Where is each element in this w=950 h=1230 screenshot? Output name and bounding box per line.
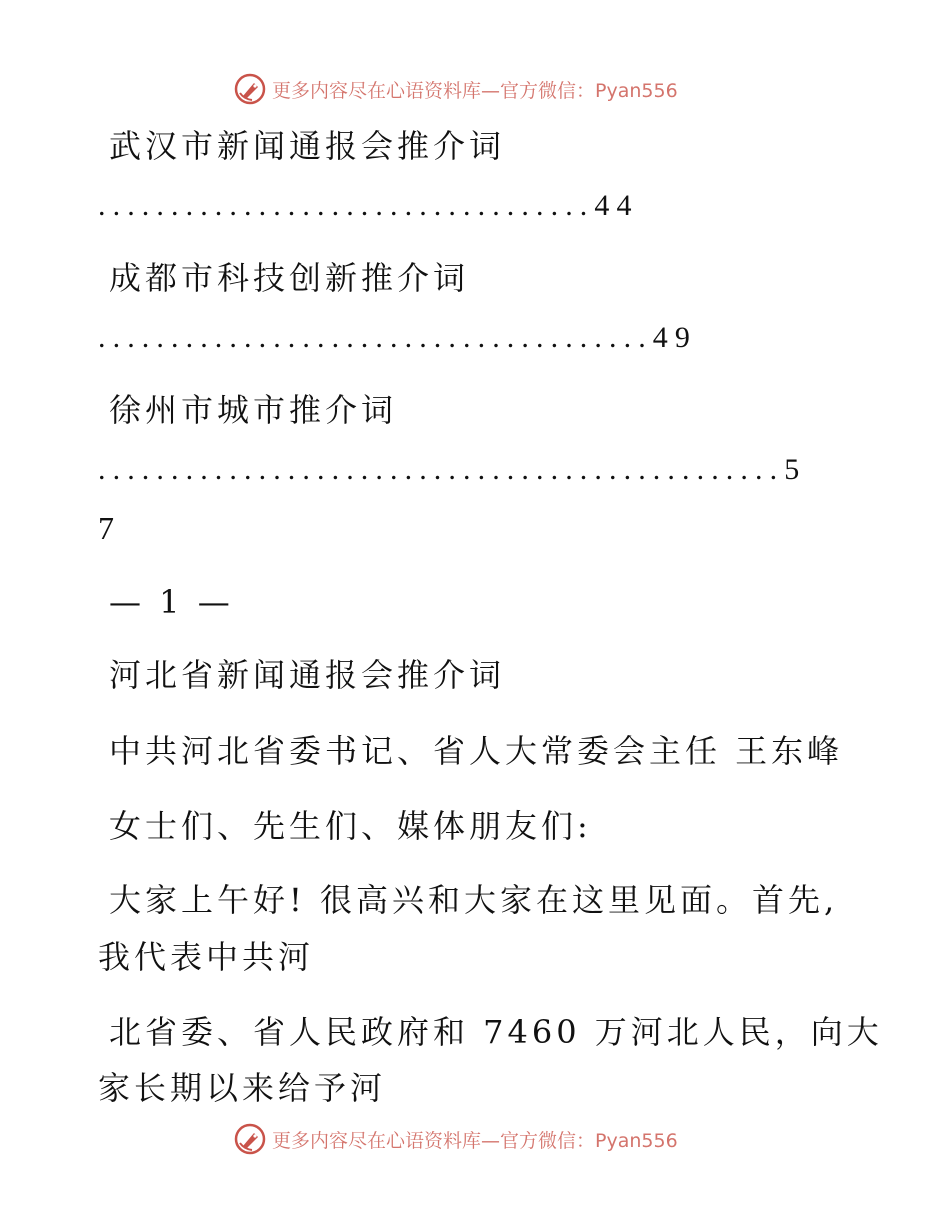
paragraph-line: 我代表中共河 bbox=[98, 938, 315, 976]
header-banner bbox=[234, 72, 714, 106]
paragraph-line: 大家上午好! 很高兴和大家在这里见面。首先, bbox=[109, 881, 839, 919]
toc-leader-continuation: 7 bbox=[98, 510, 118, 546]
speaker-line: 中共河北省委书记、省人大常委会主任 王东峰 bbox=[109, 732, 844, 770]
toc-title: 成都市科技创新推介词 bbox=[109, 259, 470, 297]
toc-leader: ..................................44 bbox=[98, 189, 639, 222]
toc-leader: ...............................................5 bbox=[98, 453, 807, 486]
toc-title: 徐州市城市推介词 bbox=[109, 391, 398, 429]
banner-text: 更多内容尽在心语资料库—官方微信：Pyan556 bbox=[272, 79, 678, 102]
page-number: — 1 — bbox=[109, 583, 234, 621]
footer-banner bbox=[234, 1122, 714, 1156]
section-heading: 河北省新闻通报会推介词 bbox=[109, 656, 506, 694]
toc-leader: ......................................49 bbox=[98, 321, 697, 354]
pen-nib-logo-icon bbox=[234, 1123, 266, 1155]
paragraph-line: 北省委、省人民政府和 7460 万河北人民，向大 bbox=[109, 1013, 883, 1051]
toc-title: 武汉市新闻通报会推介词 bbox=[109, 127, 506, 165]
paragraph-line: 家长期以来给予河 bbox=[98, 1069, 387, 1107]
pen-nib-logo-icon bbox=[234, 73, 266, 105]
banner-text: 更多内容尽在心语资料库—官方微信：Pyan556 bbox=[272, 1129, 678, 1152]
greeting-line: 女士们、先生们、媒体朋友们: bbox=[109, 807, 592, 845]
